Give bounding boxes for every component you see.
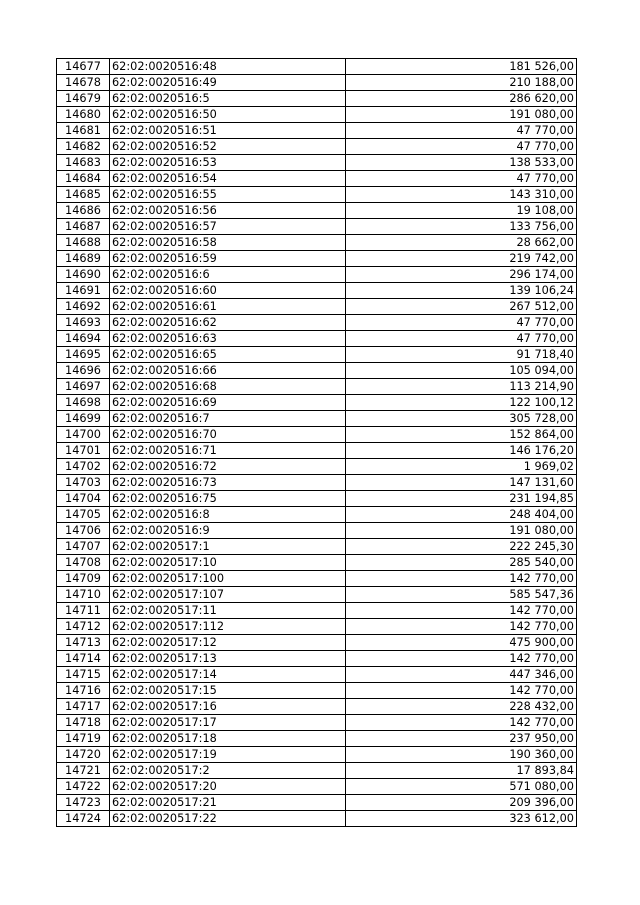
row-number-cell: 14679	[57, 91, 110, 107]
cadastral-number-cell: 62:02:0020517:20	[110, 779, 346, 795]
row-number-cell: 14678	[57, 75, 110, 91]
table-row	[57, 555, 577, 571]
row-number-cell: 14716	[57, 683, 110, 699]
row-number-cell: 14717	[57, 699, 110, 715]
cadastral-number-cell: 62:02:0020516:7	[110, 411, 346, 427]
value-cell: 28 662,00	[346, 235, 577, 251]
row-number-cell: 14710	[57, 587, 110, 603]
value-cell: 181 526,00	[346, 59, 577, 75]
table-row	[57, 587, 577, 603]
value-cell: 139 106,24	[346, 283, 577, 299]
row-number-cell: 14681	[57, 123, 110, 139]
table-row	[57, 91, 577, 107]
row-number-cell: 14713	[57, 635, 110, 651]
table-row	[57, 539, 577, 555]
cadastral-number-cell: 62:02:0020517:17	[110, 715, 346, 731]
value-cell: 323 612,00	[346, 811, 577, 827]
value-cell: 286 620,00	[346, 91, 577, 107]
row-number-cell: 14677	[57, 59, 110, 75]
cadastral-number-cell: 62:02:0020516:65	[110, 347, 346, 363]
row-number-cell: 14703	[57, 475, 110, 491]
cadastral-number-cell: 62:02:0020517:112	[110, 619, 346, 635]
row-number-cell: 14708	[57, 555, 110, 571]
table-row	[57, 747, 577, 763]
table-row	[57, 139, 577, 155]
row-number-cell: 14724	[57, 811, 110, 827]
row-number-cell: 14692	[57, 299, 110, 315]
table-row	[57, 651, 577, 667]
cadastral-number-cell: 62:02:0020516:53	[110, 155, 346, 171]
table-row	[57, 347, 577, 363]
cadastral-number-cell: 62:02:0020516:54	[110, 171, 346, 187]
row-number-cell: 14714	[57, 651, 110, 667]
table-row	[57, 443, 577, 459]
value-cell: 237 950,00	[346, 731, 577, 747]
row-number-cell: 14688	[57, 235, 110, 251]
cadastral-number-cell: 62:02:0020516:49	[110, 75, 346, 91]
cadastral-number-cell: 62:02:0020516:60	[110, 283, 346, 299]
table-row	[57, 699, 577, 715]
value-cell: 142 770,00	[346, 683, 577, 699]
row-number-cell: 14696	[57, 363, 110, 379]
table-row	[57, 267, 577, 283]
cadastral-number-cell: 62:02:0020517:1	[110, 539, 346, 555]
cadastral-number-cell: 62:02:0020516:6	[110, 267, 346, 283]
table-row	[57, 283, 577, 299]
value-cell: 142 770,00	[346, 651, 577, 667]
value-cell: 122 100,12	[346, 395, 577, 411]
cadastral-number-cell: 62:02:0020517:19	[110, 747, 346, 763]
table-row	[57, 203, 577, 219]
value-cell: 133 756,00	[346, 219, 577, 235]
row-number-cell: 14680	[57, 107, 110, 123]
cadastral-number-cell: 62:02:0020516:69	[110, 395, 346, 411]
value-cell: 191 080,00	[346, 523, 577, 539]
row-number-cell: 14685	[57, 187, 110, 203]
value-cell: 147 131,60	[346, 475, 577, 491]
table-row	[57, 523, 577, 539]
cadastral-number-cell: 62:02:0020516:52	[110, 139, 346, 155]
table-body	[57, 59, 577, 827]
table-row	[57, 187, 577, 203]
table-row	[57, 715, 577, 731]
table-row	[57, 667, 577, 683]
row-number-cell: 14723	[57, 795, 110, 811]
table-row	[57, 299, 577, 315]
table-row	[57, 507, 577, 523]
value-cell: 585 547,36	[346, 587, 577, 603]
value-cell: 285 540,00	[346, 555, 577, 571]
row-number-cell: 14691	[57, 283, 110, 299]
cadastral-number-cell: 62:02:0020517:21	[110, 795, 346, 811]
table-row	[57, 363, 577, 379]
cadastral-number-cell: 62:02:0020517:2	[110, 763, 346, 779]
cadastral-number-cell: 62:02:0020516:9	[110, 523, 346, 539]
cadastral-number-cell: 62:02:0020516:61	[110, 299, 346, 315]
cadastral-number-cell: 62:02:0020516:72	[110, 459, 346, 475]
table-row	[57, 491, 577, 507]
row-number-cell: 14718	[57, 715, 110, 731]
cadastral-number-cell: 62:02:0020516:8	[110, 507, 346, 523]
value-cell: 475 900,00	[346, 635, 577, 651]
value-cell: 571 080,00	[346, 779, 577, 795]
cadastral-number-cell: 62:02:0020517:18	[110, 731, 346, 747]
table-row	[57, 635, 577, 651]
cadastral-number-cell: 62:02:0020517:13	[110, 651, 346, 667]
row-number-cell: 14683	[57, 155, 110, 171]
table-row	[57, 459, 577, 475]
row-number-cell: 14697	[57, 379, 110, 395]
value-cell: 210 188,00	[346, 75, 577, 91]
cadastral-number-cell: 62:02:0020516:5	[110, 91, 346, 107]
value-cell: 142 770,00	[346, 619, 577, 635]
value-cell: 142 770,00	[346, 715, 577, 731]
value-cell: 143 310,00	[346, 187, 577, 203]
value-cell: 305 728,00	[346, 411, 577, 427]
value-cell: 190 360,00	[346, 747, 577, 763]
value-cell: 17 893,84	[346, 763, 577, 779]
value-cell: 1 969,02	[346, 459, 577, 475]
value-cell: 138 533,00	[346, 155, 577, 171]
value-cell: 248 404,00	[346, 507, 577, 523]
cadastral-number-cell: 62:02:0020516:63	[110, 331, 346, 347]
cadastral-number-cell: 62:02:0020516:66	[110, 363, 346, 379]
table-row	[57, 235, 577, 251]
data-table	[56, 58, 577, 827]
cadastral-number-cell: 62:02:0020517:22	[110, 811, 346, 827]
value-cell: 47 770,00	[346, 315, 577, 331]
cadastral-number-cell: 62:02:0020517:15	[110, 683, 346, 699]
value-cell: 219 742,00	[346, 251, 577, 267]
row-number-cell: 14705	[57, 507, 110, 523]
row-number-cell: 14699	[57, 411, 110, 427]
table-row	[57, 795, 577, 811]
table-row	[57, 619, 577, 635]
cadastral-number-cell: 62:02:0020516:71	[110, 443, 346, 459]
value-cell: 191 080,00	[346, 107, 577, 123]
table-row	[57, 731, 577, 747]
value-cell: 142 770,00	[346, 603, 577, 619]
value-cell: 222 245,30	[346, 539, 577, 555]
table-row	[57, 811, 577, 827]
row-number-cell: 14689	[57, 251, 110, 267]
table-row	[57, 427, 577, 443]
cadastral-number-cell: 62:02:0020516:48	[110, 59, 346, 75]
row-number-cell: 14706	[57, 523, 110, 539]
cadastral-number-cell: 62:02:0020517:11	[110, 603, 346, 619]
table-row	[57, 683, 577, 699]
table-row	[57, 59, 577, 75]
value-cell: 231 194,85	[346, 491, 577, 507]
table-row	[57, 155, 577, 171]
cadastral-number-cell: 62:02:0020517:16	[110, 699, 346, 715]
row-number-cell: 14722	[57, 779, 110, 795]
table-row	[57, 395, 577, 411]
cadastral-number-cell: 62:02:0020517:12	[110, 635, 346, 651]
table-row	[57, 171, 577, 187]
table-row	[57, 315, 577, 331]
table-row	[57, 763, 577, 779]
value-cell: 146 176,20	[346, 443, 577, 459]
cadastral-number-cell: 62:02:0020517:14	[110, 667, 346, 683]
row-number-cell: 14719	[57, 731, 110, 747]
row-number-cell: 14709	[57, 571, 110, 587]
cadastral-number-cell: 62:02:0020516:75	[110, 491, 346, 507]
value-cell: 447 346,00	[346, 667, 577, 683]
cadastral-number-cell: 62:02:0020516:68	[110, 379, 346, 395]
table-row	[57, 75, 577, 91]
value-cell: 142 770,00	[346, 571, 577, 587]
row-number-cell: 14682	[57, 139, 110, 155]
table-row	[57, 107, 577, 123]
table-row	[57, 123, 577, 139]
cadastral-number-cell: 62:02:0020516:62	[110, 315, 346, 331]
cadastral-number-cell: 62:02:0020517:10	[110, 555, 346, 571]
table-row	[57, 251, 577, 267]
cadastral-number-cell: 62:02:0020516:55	[110, 187, 346, 203]
cadastral-number-cell: 62:02:0020516:56	[110, 203, 346, 219]
value-cell: 209 396,00	[346, 795, 577, 811]
table-row	[57, 379, 577, 395]
row-number-cell: 14712	[57, 619, 110, 635]
cadastral-number-cell: 62:02:0020516:59	[110, 251, 346, 267]
value-cell: 296 174,00	[346, 267, 577, 283]
table-row	[57, 331, 577, 347]
value-cell: 19 108,00	[346, 203, 577, 219]
cadastral-number-cell: 62:02:0020516:51	[110, 123, 346, 139]
value-cell: 47 770,00	[346, 139, 577, 155]
row-number-cell: 14695	[57, 347, 110, 363]
row-number-cell: 14684	[57, 171, 110, 187]
row-number-cell: 14720	[57, 747, 110, 763]
cadastral-number-cell: 62:02:0020516:57	[110, 219, 346, 235]
row-number-cell: 14686	[57, 203, 110, 219]
row-number-cell: 14702	[57, 459, 110, 475]
row-number-cell: 14707	[57, 539, 110, 555]
value-cell: 105 094,00	[346, 363, 577, 379]
row-number-cell: 14693	[57, 315, 110, 331]
row-number-cell: 14694	[57, 331, 110, 347]
cadastral-number-cell: 62:02:0020516:50	[110, 107, 346, 123]
value-cell: 91 718,40	[346, 347, 577, 363]
value-cell: 113 214,90	[346, 379, 577, 395]
row-number-cell: 14701	[57, 443, 110, 459]
value-cell: 228 432,00	[346, 699, 577, 715]
cadastral-number-cell: 62:02:0020516:70	[110, 427, 346, 443]
row-number-cell: 14715	[57, 667, 110, 683]
row-number-cell: 14687	[57, 219, 110, 235]
cadastral-number-cell: 62:02:0020517:107	[110, 587, 346, 603]
table-row	[57, 571, 577, 587]
cadastral-number-cell: 62:02:0020516:73	[110, 475, 346, 491]
value-cell: 47 770,00	[346, 123, 577, 139]
cadastral-number-cell: 62:02:0020517:100	[110, 571, 346, 587]
cadastral-number-cell: 62:02:0020516:58	[110, 235, 346, 251]
value-cell: 152 864,00	[346, 427, 577, 443]
table-row	[57, 411, 577, 427]
table-row	[57, 603, 577, 619]
row-number-cell: 14721	[57, 763, 110, 779]
row-number-cell: 14704	[57, 491, 110, 507]
row-number-cell: 14711	[57, 603, 110, 619]
table-row	[57, 779, 577, 795]
row-number-cell: 14698	[57, 395, 110, 411]
table-row	[57, 475, 577, 491]
value-cell: 47 770,00	[346, 331, 577, 347]
row-number-cell: 14700	[57, 427, 110, 443]
value-cell: 47 770,00	[346, 171, 577, 187]
table-row	[57, 219, 577, 235]
row-number-cell: 14690	[57, 267, 110, 283]
value-cell: 267 512,00	[346, 299, 577, 315]
